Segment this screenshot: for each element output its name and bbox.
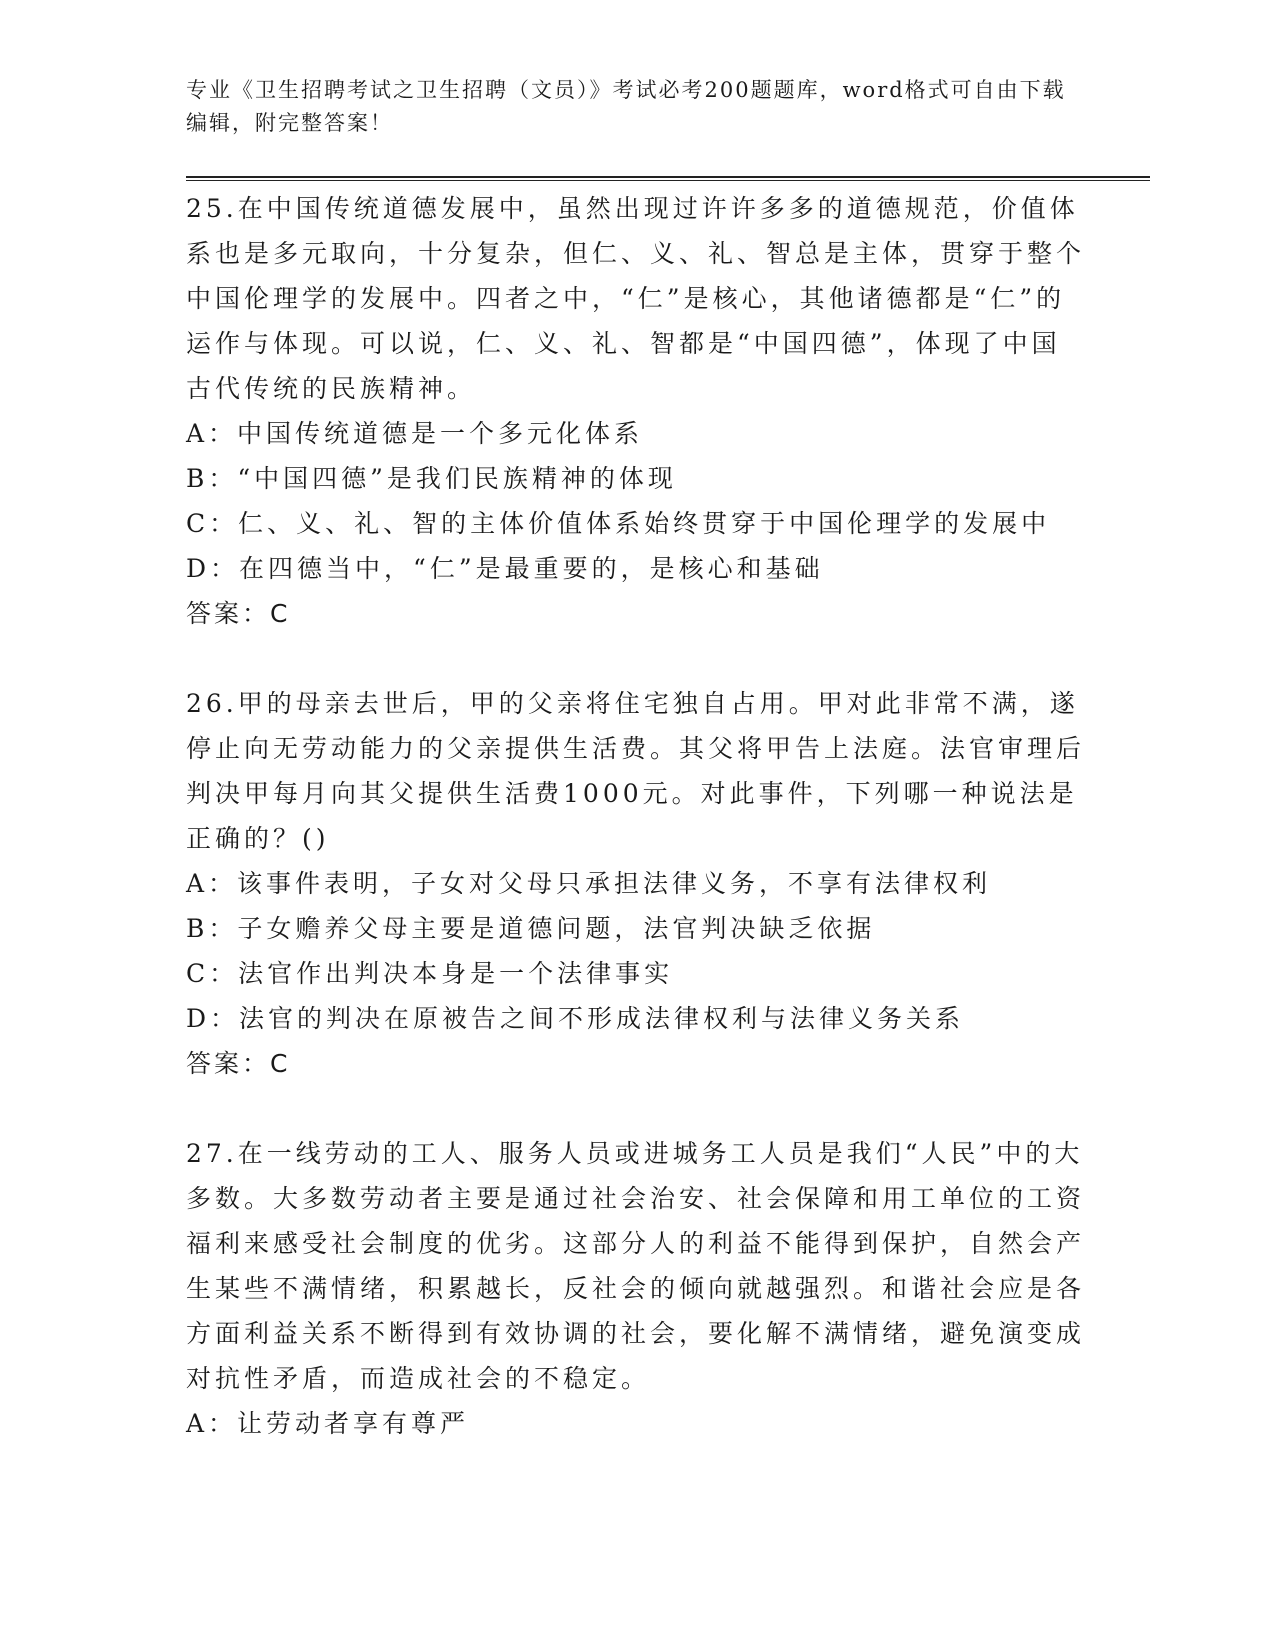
question-spacer xyxy=(186,1086,1086,1131)
question-25 xyxy=(186,186,1086,636)
answer-line: 答案：C xyxy=(186,1049,291,1078)
option-c: C：仁、义、礼、智的主体价值体系始终贯穿于中国伦理学的发展中 xyxy=(186,509,1051,538)
header-divider xyxy=(186,176,1150,181)
option-c: C：法官作出判决本身是一个法律事实 xyxy=(186,959,674,988)
document-header: 专业《卫生招聘考试之卫生招聘（文员）》考试必考200题题库，word格式可自由下载编辑，附完整答案！ xyxy=(186,78,1066,135)
option-d: D：法官的判决在原被告之间不形成法律权利与法律义务关系 xyxy=(186,1004,965,1033)
question-stem: 27.在一线劳动的工人、服务人员或进城务工人员是我们“人民”中的大多数。大多数劳动者主要是通过社会治安、社会保障和用工单位的工资福利来感受社会制度的优劣。这部分人的利益不能得到保护，自然会产生某些不满情绪，积累越长，反社会的倾向就越强烈。和谐社会应是各方面利益关系不断得到有效协调的社会，要化解不满情绪，避免演变成对抗性矛盾，而造成社会的不稳定。 xyxy=(186,1139,1086,1393)
option-d: D：在四德当中，“仁”是最重要的，是核心和基础 xyxy=(186,554,824,583)
question-spacer xyxy=(186,636,1086,681)
option-b: B：子女赡养父母主要是道德问题，法官判决缺乏依据 xyxy=(186,914,876,943)
option-a: A：中国传统道德是一个多元化体系 xyxy=(186,419,644,448)
option-a: A：该事件表明，子女对父母只承担法律义务，不享有法律权利 xyxy=(186,869,992,898)
question-list xyxy=(186,186,1086,1446)
answer-line: 答案：C xyxy=(186,599,291,628)
question-26 xyxy=(186,681,1086,1086)
question-stem: 25.在中国传统道德发展中，虽然出现过许许多多的道德规范，价值体系也是多元取向，十分复杂，但仁、义、礼、智总是主体，贯穿于整个中国伦理学的发展中。四者之中，“仁”是核心，其他诸德都是“仁”的运作与体现。可以说，仁、义、礼、智都是“中国四德”，体现了中国古代传统的民族精神。 xyxy=(186,194,1086,403)
question-27 xyxy=(186,1131,1086,1446)
option-b: B：“中国四德”是我们民族精神的体现 xyxy=(186,464,677,493)
option-a: A：让劳动者享有尊严 xyxy=(186,1409,470,1438)
question-stem: 26.甲的母亲去世后，甲的父亲将住宅独自占用。甲对此非常不满，遂停止向无劳动能力的父亲提供生活费。其父将甲告上法庭。法官审理后判决甲每月向其父提供生活费1000元。对此事件，下列哪一种说法是正确的？() xyxy=(186,689,1086,853)
